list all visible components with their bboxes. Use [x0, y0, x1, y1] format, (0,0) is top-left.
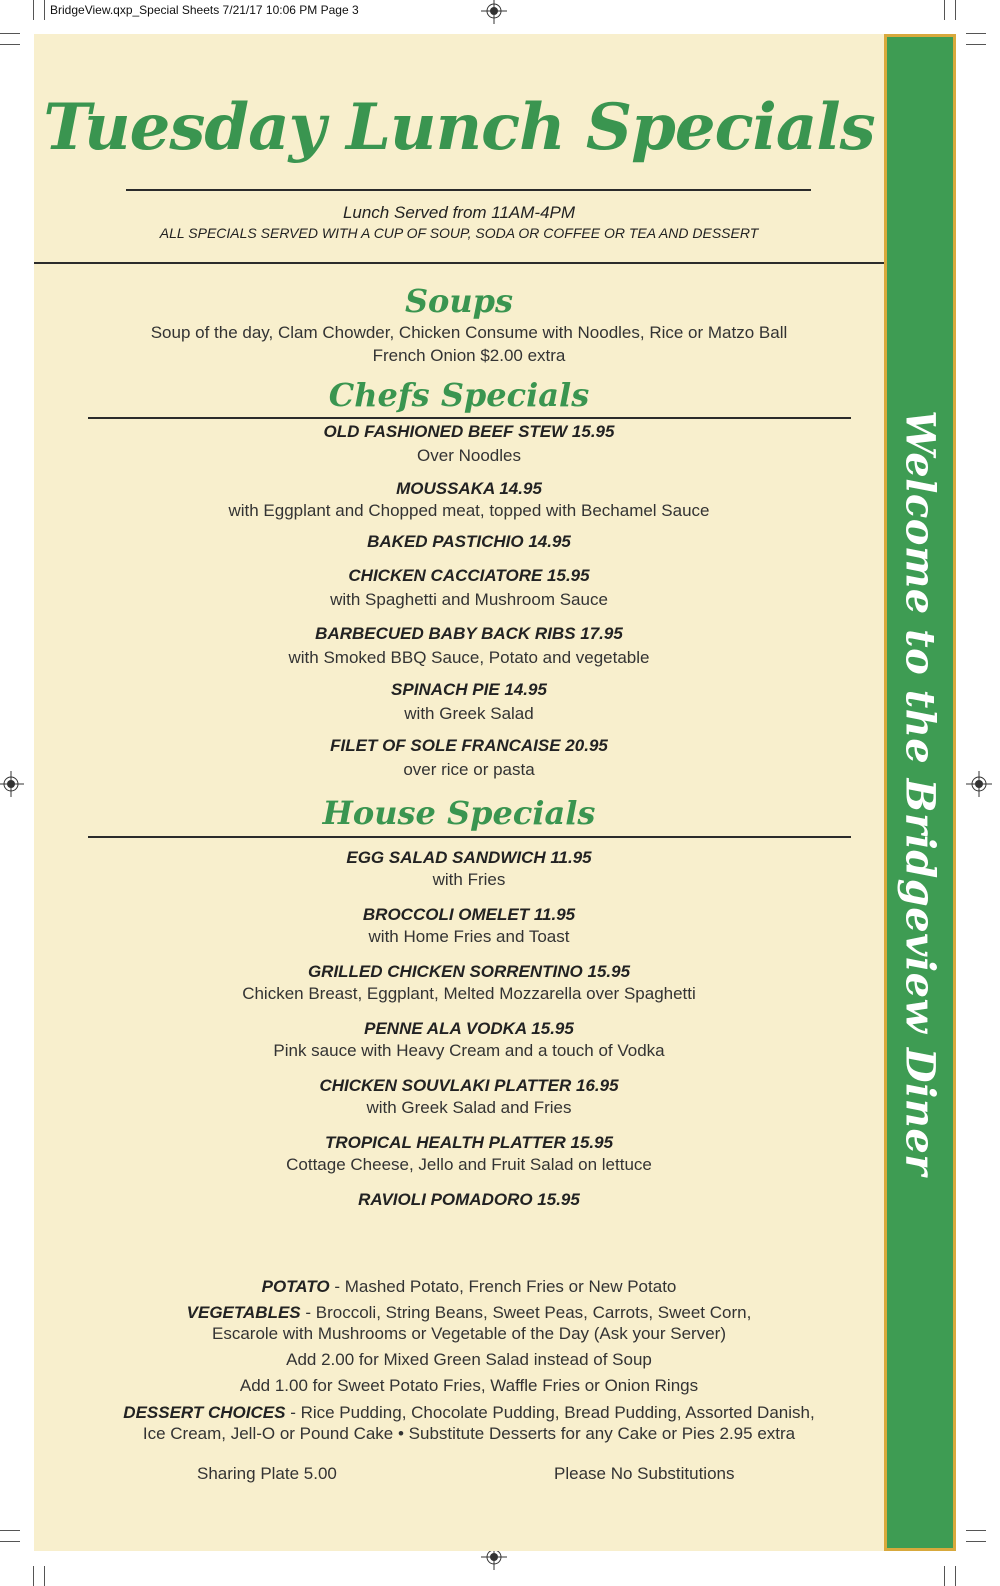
lunch-hours: Lunch Served from 11AM-4PM	[342, 203, 576, 222]
crop-mark	[955, 1566, 956, 1586]
vegetables-label: VEGETABLES	[186, 1303, 301, 1322]
fries-addon: Add 1.00 for Sweet Potato Fries, Waffle Fries or Onion Rings	[239, 1376, 699, 1395]
vegetable-choices	[34, 1302, 904, 1344]
dessert-choices	[34, 1402, 904, 1444]
crop-mark	[0, 1530, 20, 1531]
specials-include-note: ALL SPECIALS SERVED WITH A CUP OF SOUP, SODA OR COFFEE OR TEA AND DESSERT	[159, 225, 759, 241]
crop-mark	[0, 44, 20, 45]
crop-mark	[966, 1530, 986, 1531]
title-divider	[126, 189, 811, 191]
menu-item	[34, 1132, 904, 1176]
registration-mark-icon	[0, 771, 24, 797]
menu-item	[34, 904, 904, 948]
menu-item	[34, 478, 904, 522]
house-specials-heading: House Specials	[322, 794, 596, 832]
soups-list: Soup of the day, Clam Chowder, Chicken Consume with Noodles, Rice or Matzo Ball	[150, 323, 788, 342]
menu-item	[34, 565, 904, 611]
menu-item-name: TROPICAL HEALTH PLATTER 15.95	[324, 1133, 614, 1152]
menu-item-name: EGG SALAD SANDWICH 11.95	[346, 848, 592, 867]
crop-mark	[966, 1541, 986, 1542]
crop-mark	[0, 1541, 20, 1542]
registration-mark-icon	[966, 771, 992, 797]
print-slug: BridgeView.qxp_Special Sheets 7/21/17 10:06 PM Page 3	[50, 3, 359, 17]
potato-choices	[34, 1276, 904, 1297]
menu-item	[34, 421, 904, 467]
crop-mark	[33, 1566, 34, 1586]
page-title: Tuesday Lunch Specials	[43, 90, 875, 165]
menu-item-name: SPINACH PIE 14.95	[391, 680, 547, 699]
welcome-banner-text: Welcome to the Bridgeview Diner	[896, 409, 944, 1176]
crop-mark	[955, 0, 956, 20]
menu-item-name: RAVIOLI POMADORO 15.95	[358, 1190, 580, 1209]
menu-item-name: OLD FASHIONED BEEF STEW 15.95	[323, 422, 615, 441]
potato-label: POTATO	[261, 1277, 330, 1296]
registration-mark-icon	[481, 0, 507, 24]
crop-mark	[944, 0, 945, 20]
menu-item	[34, 1018, 904, 1062]
menu-item-name: MOUSSAKA 14.95	[396, 479, 542, 498]
crop-mark	[944, 1566, 945, 1586]
crop-mark	[0, 33, 20, 34]
crop-mark	[44, 0, 45, 20]
house-divider	[88, 836, 851, 838]
menu-item-name: BROCCOLI OMELET 11.95	[362, 905, 576, 924]
menu-item	[34, 1075, 904, 1119]
dessert-options: - Rice Pudding, Chocolate Pudding, Bread Pudding, Assorted Danish,	[285, 1403, 815, 1422]
menu-item-desc: with Smoked BBQ Sauce, Potato and vegetable	[288, 648, 650, 667]
potato-options: - Mashed Potato, French Fries or New Potato	[329, 1277, 677, 1296]
menu-item-name: PENNE ALA VODKA 15.95	[364, 1019, 574, 1038]
menu-item-desc: with Home Fries and Toast	[368, 927, 570, 946]
menu-item-desc: with Fries	[432, 870, 506, 889]
menu-item-desc: Cottage Cheese, Jello and Fruit Salad on lettuce	[286, 1155, 652, 1174]
menu-item-name: BAKED PASTICHIO 14.95	[367, 532, 571, 551]
menu-item-desc: with Eggplant and Chopped meat, topped with Bechamel Sauce	[228, 501, 710, 520]
crop-mark	[966, 33, 986, 34]
menu-item	[34, 623, 904, 669]
chefs-specials-heading: Chefs Specials	[328, 376, 590, 414]
menu-item-desc: with Spaghetti and Mushroom Sauce	[330, 590, 608, 609]
menu-item-desc: Pink sauce with Heavy Cream and a touch of Vodka	[273, 1041, 665, 1060]
dessert-label: DESSERT CHOICES	[123, 1403, 286, 1422]
menu-item-desc: with Greek Salad	[404, 704, 534, 723]
menu-item-desc: over rice or pasta	[403, 760, 535, 779]
crop-mark	[966, 44, 986, 45]
header-divider	[34, 262, 884, 264]
sharing-plate-note: Sharing Plate 5.00	[197, 1464, 337, 1483]
menu-item-desc: Over Noodles	[417, 446, 521, 465]
menu-item-name: BARBECUED BABY BACK RIBS 17.95	[315, 624, 623, 643]
soups-extra: French Onion $2.00 extra	[372, 346, 566, 365]
menu-item	[34, 735, 904, 781]
menu-item-name: FILET OF SOLE FRANCAISE 20.95	[330, 736, 608, 755]
menu-item-desc: Chicken Breast, Eggplant, Melted Mozzarella over Spaghetti	[242, 984, 696, 1003]
no-substitutions-note: Please No Substitutions	[554, 1464, 735, 1483]
vegetable-options: - Broccoli, String Beans, Sweet Peas, Carrots, Sweet Corn,	[300, 1303, 752, 1322]
vegetable-options-cont: Escarole with Mushrooms or Vegetable of the Day (Ask your Server)	[212, 1324, 726, 1343]
salad-addon: Add 2.00 for Mixed Green Salad instead of Soup	[286, 1350, 652, 1369]
menu-item-desc: with Greek Salad and Fries	[366, 1098, 572, 1117]
menu-item-name: GRILLED CHICKEN SORRENTINO 15.95	[307, 962, 631, 981]
menu-item-name: CHICKEN CACCIATORE 15.95	[348, 566, 590, 585]
dessert-options-cont: Ice Cream, Jell-O or Pound Cake • Substitute Desserts for any Cake or Pies 2.95 extra	[142, 1424, 796, 1443]
crop-mark	[33, 0, 34, 20]
menu-item	[34, 531, 904, 553]
soups-heading: Soups	[404, 282, 514, 320]
menu-item	[34, 847, 904, 891]
menu-item	[34, 679, 904, 725]
crop-mark	[44, 1566, 45, 1586]
menu-item-name: CHICKEN SOUVLAKI PLATTER 16.95	[319, 1076, 619, 1095]
chefs-divider	[88, 417, 851, 419]
menu-item	[34, 1189, 904, 1211]
menu-item	[34, 961, 904, 1005]
